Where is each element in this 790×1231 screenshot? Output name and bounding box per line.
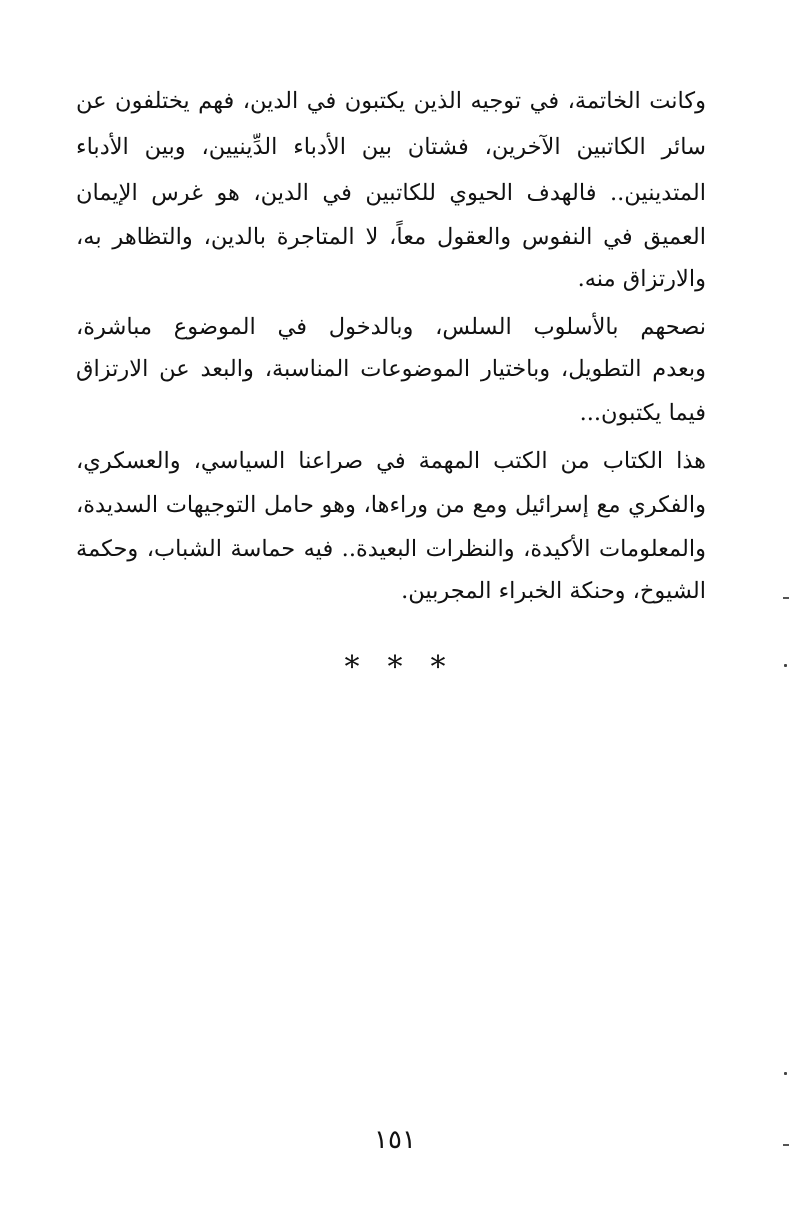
paragraph-1-line-5: والارتزاق منه. bbox=[577, 266, 706, 292]
paragraph-1-line-2: سائر الكاتبين الآخرين، فشتان بين الأدباء الدِّينيين، وبين الأدباء bbox=[76, 134, 706, 160]
scan-edge-mark bbox=[784, 1072, 787, 1075]
paragraph-1-line-4: العميق في النفوس والعقول معاً، لا المتاجرة بالدين، والتظاهر به، bbox=[76, 224, 706, 250]
scan-edge-mark bbox=[784, 664, 787, 667]
paragraph-2-line-1: نصحهم بالأسلوب السلس، وبالدخول في الموضوع مباشرة، bbox=[76, 314, 706, 340]
scan-edge-mark bbox=[783, 1144, 789, 1146]
paragraph-3-line-3: والمعلومات الأكيدة، والنظرات البعيدة.. فيه حماسة الشباب، وحكمة bbox=[76, 536, 706, 562]
paragraph-2-line-3: فيما يكتبون... bbox=[579, 400, 706, 426]
section-divider-asterisks: *** bbox=[344, 650, 474, 685]
paragraph-1-line-1: وكانت الخاتمة، في توجيه الذين يكتبون في الدين، فهم يختلفون عن bbox=[76, 88, 706, 114]
paragraph-3-line-4: الشيوخ، وحنكة الخبراء المجربين. bbox=[401, 578, 706, 604]
paragraph-3-line-1: هذا الكتاب من الكتب المهمة في صراعنا السياسي، والعسكري، bbox=[76, 448, 706, 474]
paragraph-1-line-3: المتدينين.. فالهدف الحيوي للكاتبين في الدين، هو غرس الإيمان bbox=[76, 180, 706, 206]
scan-edge-mark bbox=[783, 597, 789, 599]
paragraph-2-line-2: وبعدم التطويل، وباختيار الموضوعات المناسبة، والبعد عن الارتزاق bbox=[76, 356, 706, 382]
paragraph-3-line-2: والفكري مع إسرائيل ومع من وراءها، وهو حامل التوجيهات السديدة، bbox=[76, 492, 706, 518]
page-number: ١٥١ bbox=[374, 1125, 416, 1155]
